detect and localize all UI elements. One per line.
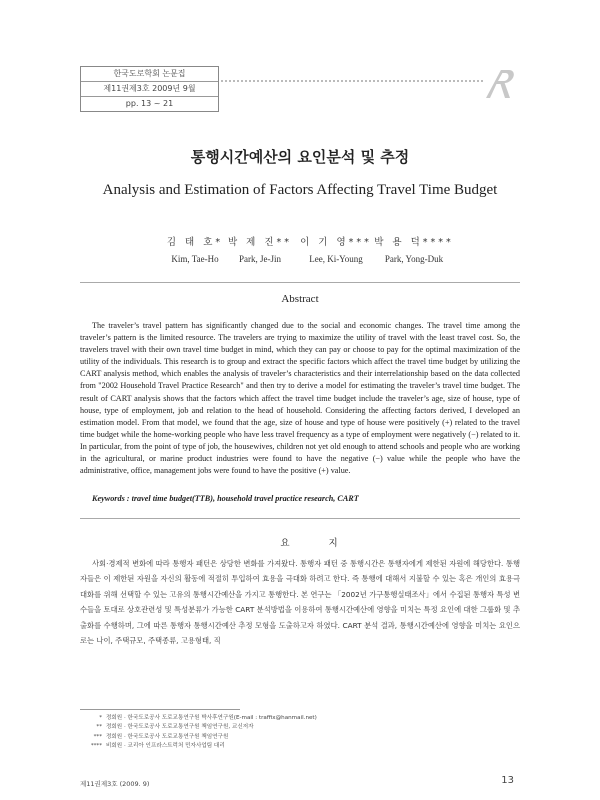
footnotes bbox=[86, 714, 317, 752]
author-name-en: Lee, Ki-Young bbox=[309, 254, 363, 264]
author-name-ko: 이 기 영*** bbox=[300, 237, 372, 248]
author-name-en: Park, Yong-Duk bbox=[384, 254, 444, 264]
author-name-ko: 김 태 호* bbox=[166, 237, 224, 248]
journal-name: 한국도로학회 논문집 bbox=[81, 67, 218, 82]
header-dotted-rule bbox=[221, 80, 483, 82]
abstract-heading: Abstract bbox=[281, 293, 319, 305]
page-number: 13 bbox=[501, 775, 514, 786]
korean-abstract-body: 사회·경제적 변화에 따라 통행자 패턴은 상당한 변화를 가져왔다. 통행자 패턴 중 통행시간은 통행자에게 제한된 자원에 해당한다. 통행자들은 이 제한된 자원을 자신의 활동에 적절히 투입하여 효용을 극대화 하려고 한다. 즉 통행에 대해서 지불할 수 있는 혹은 개인의 효용극대화를 위해 선택할 수 있는 고유의 통행시간예산을 가지고 통행한다. 본 연구는 「2002년 가구통행실태조사」에서 수집된 통행자 특성 변수들을 토대로 상호관련성 및 특성분류가 가능한 CART 분석방법을 이용하여 통행시간예산에 영향을 미치는 특정 요인에 대한 그룹화 및 추출화를 수행하며, 그에 따른 통행자 통행시간예산 추정 모형을 도출하고자 하였다. CART 분석 결과, 통행시간예산에 영향을 미치는 요인으로는 나이, 주택규모, 주택종류, 고용형태, 직 bbox=[80, 559, 520, 646]
journal-pages: pp. 13 ~ 21 bbox=[125, 99, 174, 108]
author-name-en: Kim, Tae-Ho bbox=[171, 254, 219, 264]
author bbox=[354, 234, 474, 264]
footnote: ** 정회원 · 한국도로공사 도로교통연구원 책임연구원, 교신저자 bbox=[96, 724, 254, 731]
footnote-rule bbox=[80, 709, 240, 710]
footer-issue: 제11권제3호 (2009. 9) bbox=[80, 780, 150, 788]
author-name-en: Park, Je-Jin bbox=[239, 254, 281, 264]
footnote: **** 비회원 · 코리아 인프라스트럭처 민자사업팀 대리 bbox=[90, 743, 225, 750]
footnote: * 정회원 · 한국도로공사 도로교통연구원 박사후연구원(E-mail : traffix@hanmail.net) bbox=[99, 715, 317, 721]
footnote: *** 정회원 · 한국도로공사 도로교통연구원 책임연구원 bbox=[93, 733, 229, 740]
abstract-body: The traveler’s travel pattern has significantly changed due to the social and economic changes. The travel time among the traveler’s pattern is the limited resource. The travelers are trying to maximize the utility of travel with the least travel cost. So, the travelers travel with their own travel time budget in mind, which they can pay or choose to pay for the optimal maximization of the utility of the individuals. This research is to group and extract the specific factors which affect the travel time budget by utilizing the CART analysis method, which enables the analysis of traveler’s characteristics and their interrelationship based on the data collected from "2002 Household Travel Practice Research" and then try to derive a model for estimating the traveler’s travel time budget. The result of CART analysis shows that the factors which affect the travel time budget include the traveler’s age, size of house, type of house, type of employment, job and relation to the head of household. Considering the affecting factors derived, I developed an estimation model. From that model, we found that the age, size of house and type of house were positively (+) related to the travel time budget while the home-working people who have less travel frequency as a type of employment were negatively (−) related to it. In particular, from the point of type of job, the housewives, children not yet old enough to attend schools and people who are working in the agricultural, or marine product industries were found to have the negative (−) value while the people who have the administrative, office, management jobs were found to have the positive (+) value. bbox=[80, 321, 520, 476]
author-name-ko: 박 용 덕**** bbox=[374, 237, 454, 248]
journal-volume: 제11권제3호 2009년 9월 bbox=[81, 82, 218, 97]
journal-info-box bbox=[80, 66, 219, 112]
journal-logo-icon bbox=[478, 64, 518, 104]
title-english: Analysis and Estimation of Factors Affecting Travel Time Budget bbox=[102, 182, 498, 198]
divider bbox=[80, 518, 520, 519]
keywords: Keywords : travel time budget(TTB), household travel practice research, CART bbox=[92, 494, 359, 503]
title-korean: 통행시간예산의 요인분석 및 추정 bbox=[190, 148, 410, 166]
korean-abstract-heading: 요 지 bbox=[280, 538, 356, 549]
author-name-ko: 박 제 진** bbox=[227, 237, 293, 248]
divider bbox=[80, 282, 520, 283]
